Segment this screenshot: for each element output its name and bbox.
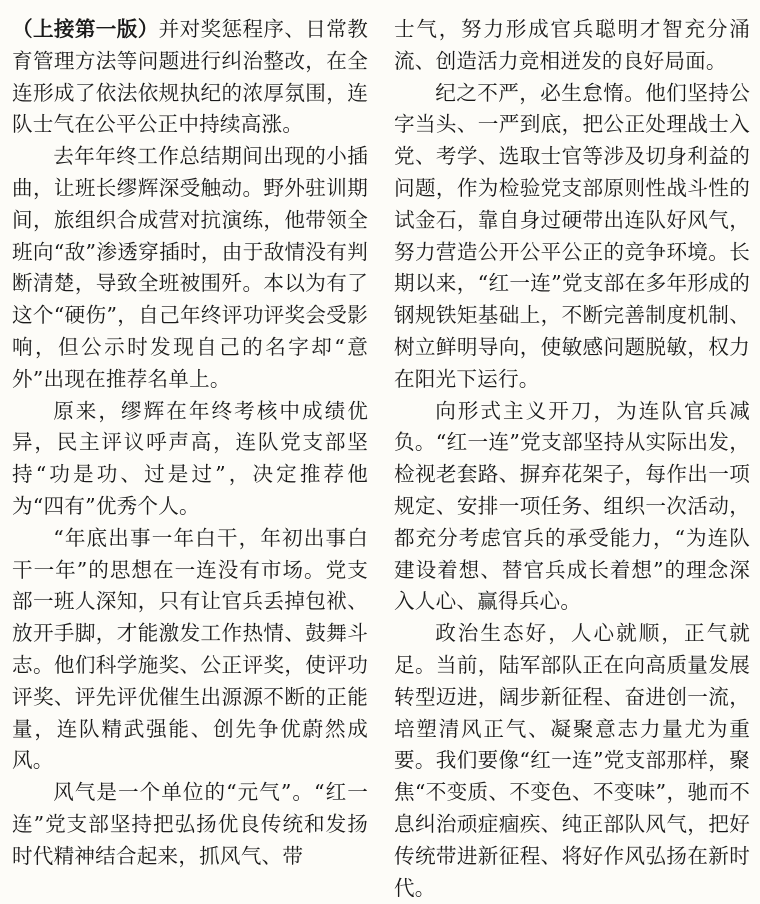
left-column [12, 14, 368, 873]
paragraph: 纪之不严，必生怠惰。他们坚持公字当头、一严到底，把公正处理战士入党、考学、选取士官等涉及切身利益的问题，作为检验党支部原则性战斗性的试金石，靠自身过硬带出连队好风气，努力营造公开公平公正的竞争环境。长期以来，“红一连”党支部在多年形成的钢规铁矩基础上，不断完善制度机制、树立鲜明导向，使敏感问题脱敏，权力在阳光下运行。 [394, 80, 750, 391]
continued-from-marker: （上接第一版） [12, 17, 159, 41]
paragraph: 向形式主义开刀，为连队官兵减负。“红一连”党支部坚持从实际出发，检视老套路、摒弃花架子，每作出一项规定、安排一项任务、组织一次活动，都充分考虑官兵的承受能力，“为连队建设着想、替官兵成长着想”的理念深入人心、赢得兵心。 [394, 398, 750, 614]
paragraph: 政治生态好，人心就顺，正气就足。当前，陆军部队正在向高质量发展转型迈进，阔步新征程、奋进创一流，培塑清风正气、凝聚意志力量尤为重要。我们要像“红一连”党支部那样，聚焦“不变质、不变色、不变味”，驰而不息纠治顽症痼疾、纯正部队风气，把好传统带进新征程、将好作风弘扬在新时代。 [394, 621, 750, 900]
paragraph: “年底出事一年白干，年初出事白干一年”的思想在一连没有市场。党支部一班人深知，只有让官兵丢掉包袱、放开手脚，才能激发工作热情、鼓舞斗志。他们科学施奖、公正评奖，使评功评奖、评先评优催生出源源不断的正能量，连队精武强能、创先争优蔚然成风。 [12, 525, 368, 773]
paragraph-text: 并对奖惩程序、日常教育管理方法等问题进行纠治整改，在全连形成了依法依规执纪的浓厚氛围，连队士气在公平公正中持续高涨。 [12, 17, 368, 137]
paragraph: 风气是一个单位的“元气”。“红一连”党支部坚持把弘扬优良传统和发扬时代精神结合起来，抓风气、带 [12, 780, 368, 868]
paragraph-continuation: 士气，努力形成官兵聪明才智充分涌流、创造活力竞相迸发的良好局面。 [394, 17, 750, 73]
paragraph: 去年年终工作总结期间出现的小插曲，让班长缪辉深受触动。野外驻训期间，旅组织合成营对抗演练，他带领全班向“敌”渗透穿插时，由于敌情没有判断清楚，导致全班被围歼。本以为有了这个“硬伤”，自己年终评功评奖会受影响，但公示时发现自己的名字却“意外”出现在推荐名单上。 [12, 144, 368, 391]
paragraph [12, 14, 368, 141]
right-column [394, 14, 750, 904]
paragraph: 原来，缪辉在年终考核中成绩优异，民主评议呼声高，连队党支部坚持“功是功、过是过”，决定推荐他为“四有”优秀个人。 [12, 398, 368, 518]
